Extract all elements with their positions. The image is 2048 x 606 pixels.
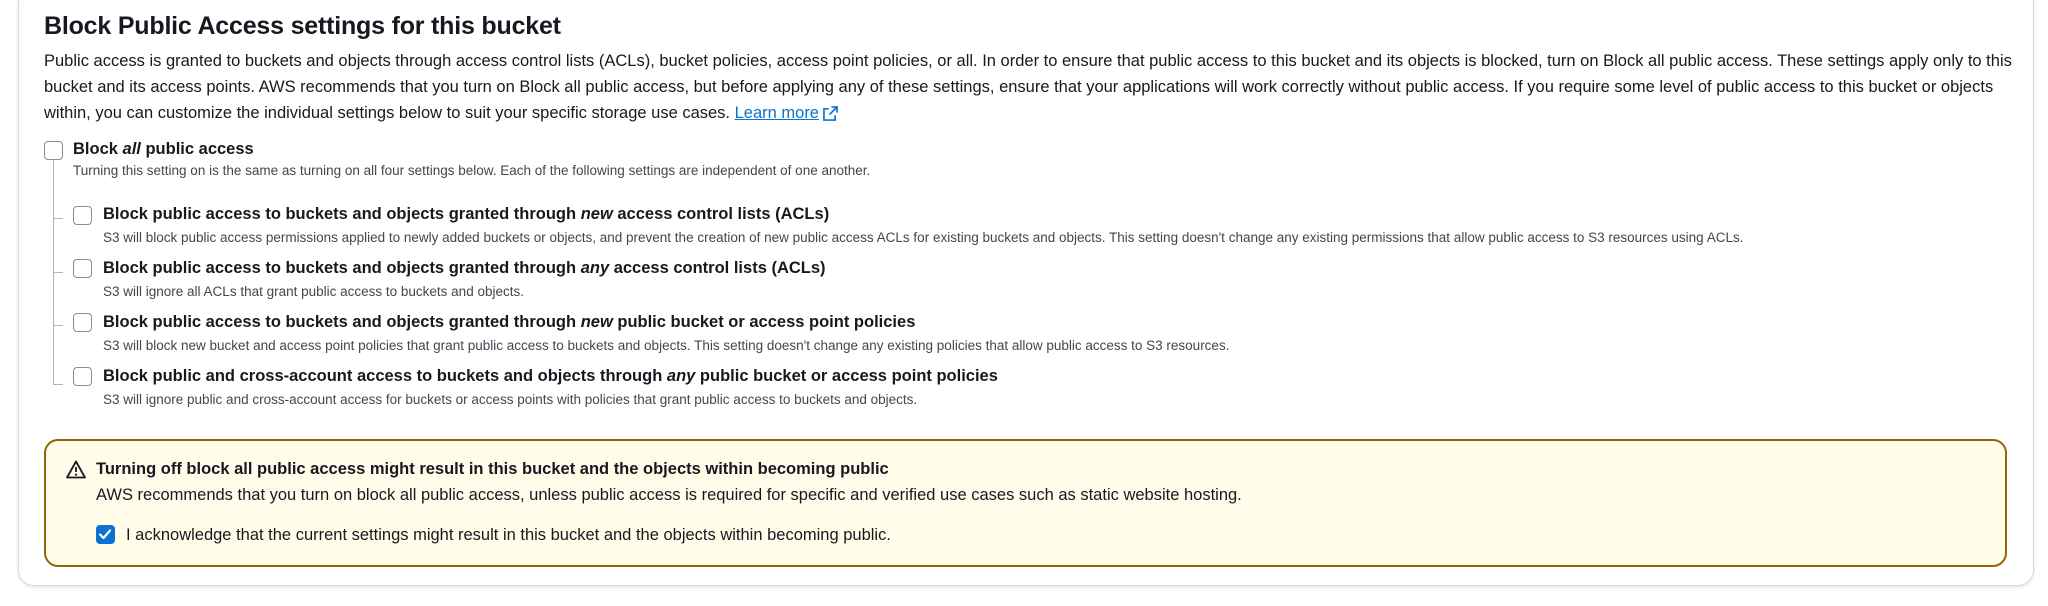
- warning-title: Turning off block all public access might result in this bucket and the objects within becoming public: [96, 460, 889, 478]
- external-link-icon: [823, 106, 838, 121]
- option-label-post: public bucket or access point policies: [695, 367, 998, 385]
- option-label-post: public bucket or access point policies: [612, 313, 916, 331]
- option-new-acls-description: S3 will block public access permissions applied to newly added buckets or objects, and prevent the creation of new public access ACLs for existing buckets and objects. This setting doesn't change any existing permissions that allow public access to S3 resources using ACLs.: [103, 230, 1744, 245]
- warning-alert: [44, 439, 2007, 567]
- option-new-policies-checkbox[interactable]: [73, 313, 92, 332]
- acknowledge-checkbox[interactable]: [96, 525, 115, 544]
- section-description: [44, 48, 2014, 126]
- option-label-em: any: [666, 367, 696, 385]
- option-label-em: any: [580, 259, 610, 277]
- tree-branch: [53, 218, 63, 219]
- warning-icon: [66, 460, 86, 479]
- learn-more-link[interactable]: [735, 104, 838, 122]
- option-any-acls-description: S3 will ignore all ACLs that grant public access to buckets and objects.: [103, 284, 524, 299]
- option-label-pre: Block public access to buckets and objects granted through: [103, 205, 581, 223]
- option-label-pre: Block public and cross-account access to buckets and objects through: [103, 367, 667, 385]
- option-label-em: new: [580, 205, 613, 223]
- block-all-label-post: public access: [140, 140, 254, 158]
- option-label-post: access control lists (ACLs): [609, 259, 826, 277]
- learn-more-label: Learn more: [734, 104, 819, 122]
- option-label-pre: Block public access to buckets and objects granted through: [103, 313, 581, 331]
- option-new-acls-label: [103, 205, 829, 224]
- section-title: Block Public Access settings for this bucket: [44, 12, 561, 40]
- warning-description: AWS recommends that you turn on block all public access, unless public access is required for specific and verified use cases such as static website hosting.: [96, 486, 1242, 504]
- option-new-acls-checkbox[interactable]: [73, 206, 92, 225]
- tree-branch: [53, 272, 63, 273]
- option-any-policies-description: S3 will ignore public and cross-account access for buckets or access points with policies that grant public access to buckets and objects.: [103, 392, 918, 407]
- option-label-pre: Block public access to buckets and objects granted through: [103, 259, 581, 277]
- check-icon: [97, 526, 113, 542]
- option-label-post: access control lists (ACLs): [612, 205, 830, 223]
- block-all-label-em: all: [122, 140, 141, 158]
- option-any-policies-label: [103, 367, 998, 386]
- tree-branch: [53, 384, 63, 385]
- block-all-description: Turning this setting on is the same as turning on all four settings below. Each of the following settings are independent of one another.: [73, 163, 871, 178]
- option-label-em: new: [580, 313, 613, 331]
- option-any-policies-checkbox[interactable]: [73, 367, 92, 386]
- option-any-acls-checkbox[interactable]: [73, 259, 92, 278]
- block-all-label: [73, 140, 254, 159]
- acknowledge-label[interactable]: I acknowledge that the current settings might result in this bucket and the objects within becoming public.: [126, 526, 891, 544]
- option-new-policies-description: S3 will block new bucket and access point policies that grant public access to buckets and objects. This setting doesn't change any existing policies that allow public access to S3 resources.: [103, 338, 1230, 353]
- option-any-acls-label: [103, 259, 826, 278]
- block-all-checkbox[interactable]: [44, 141, 63, 160]
- block-all-label-pre: Block: [73, 140, 123, 158]
- tree-branch: [53, 325, 63, 326]
- option-new-policies-label: [103, 313, 915, 332]
- section-description-text: Public access is granted to buckets and objects through access control lists (ACLs), bucket policies, access point policies, or all. In order to ensure that public access to this bucket and its objects is blocked, turn on Block all public access. These settings apply only to this bucket and its access points. AWS recommends that you turn on Block all public access, but before applying any of these settings, ensure that your applications will work correctly without public access. If you require some level of public access to this bucket or objects within, you can customize the individual settings below to suit your specific storage use cases.: [44, 52, 2012, 122]
